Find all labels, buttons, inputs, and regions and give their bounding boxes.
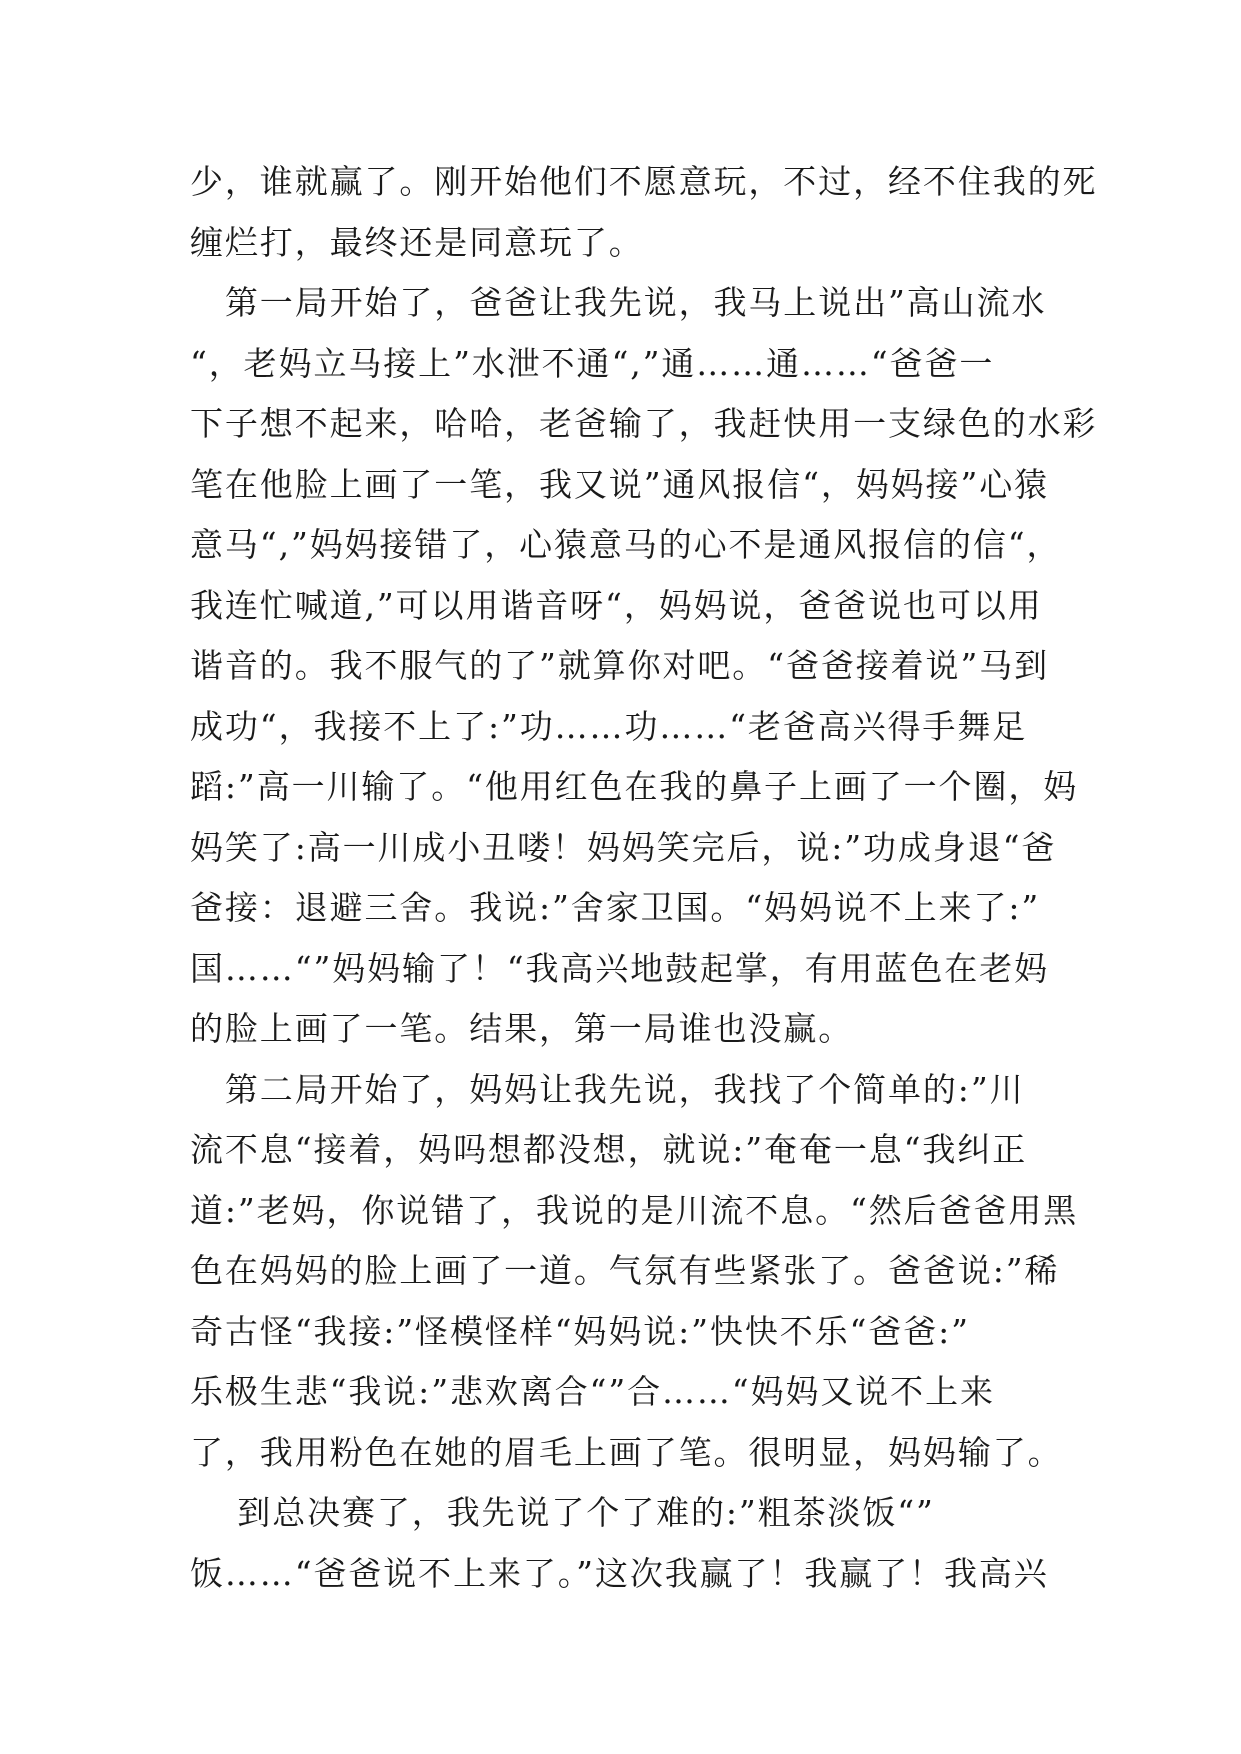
text-line: 奇古怪“我接:”怪模怪样“妈妈说:”快快不乐“爸爸:” bbox=[190, 1311, 970, 1351]
text-line: 笔在他脸上画了一笔，我又说”通风报信“，妈妈接”心猿 bbox=[190, 464, 1050, 504]
text-line: 色在妈妈的脸上画了一道。气氛有些紧张了。爸爸说:”稀 bbox=[190, 1251, 1060, 1290]
text-line: 道:”老妈，你说错了，我说的是川流不息。“然后爸爸用黑 bbox=[190, 1190, 1079, 1230]
text-line: 到总决赛了，我先说了个了难的:”粗茶淡饭“” bbox=[190, 1493, 935, 1532]
text-line: 饭……“爸爸说不上来了。”这次我赢了！我赢了！我高兴 bbox=[190, 1553, 1049, 1593]
text-line: 第一局开始了，爸爸让我先说，我马上说出”高山流水 bbox=[190, 283, 1047, 322]
text-line: “，老妈立马接上”水泄不通“,”通……通……“爸爸一 bbox=[190, 343, 995, 383]
text-line: 乐极生悲“我说:”悲欢离合“”合……“妈妈又说不上来 bbox=[190, 1372, 995, 1411]
text-line: 的脸上画了一笔。结果，第一局谁也没赢。 bbox=[190, 1009, 854, 1048]
text-line: 爸接：退避三舍。我说:”舍家卫国。“妈妈说不上来了:” bbox=[190, 888, 1041, 927]
text-line: 了，我用粉色在她的眉毛上画了笔。很明显，妈妈输了。 bbox=[190, 1432, 1063, 1472]
text-line: 缠烂打，最终还是同意玩了。 bbox=[190, 222, 644, 262]
text-line: 蹈:”高一川输了。“他用红色在我的鼻子上画了一个圈，妈 bbox=[190, 767, 1079, 806]
text-line: 流不息“接着，妈吗想都没想，就说:”奄奄一息“我纠正 bbox=[190, 1130, 1028, 1169]
text-line: 少，谁就赢了。刚开始他们不愿意玩，不过，经不住我的死 bbox=[190, 162, 1098, 201]
text-line: 下子想不起来，哈哈，老爸输了，我赶快用一支绿色的水彩 bbox=[190, 404, 1098, 443]
text-line: 意马“,”妈妈接错了，心猿意马的心不是通风报信的信“， bbox=[190, 525, 1062, 564]
text-line: 第二局开始了，妈妈让我先说，我找了个简单的:”川 bbox=[190, 1069, 1025, 1109]
text-line: 妈笑了:高一川成小丑喽！妈妈笑完后，说:”功成身退“爸 bbox=[190, 827, 1057, 867]
text-line: 成功“，我接不上了:”功……功……“老爸高兴得手舞足 bbox=[190, 706, 1028, 746]
body-text bbox=[190, 152, 1098, 1604]
text-line: 我连忙喊道,”可以用谐音呀“，妈妈说，爸爸说也可以用 bbox=[190, 585, 1043, 625]
text-line: 国……“”妈妈输了！“我高兴地鼓起掌，有用蓝色在老妈 bbox=[190, 948, 1050, 988]
text-line: 谐音的。我不服气的了”就算你对吧。“爸爸接着说”马到 bbox=[190, 646, 1050, 685]
